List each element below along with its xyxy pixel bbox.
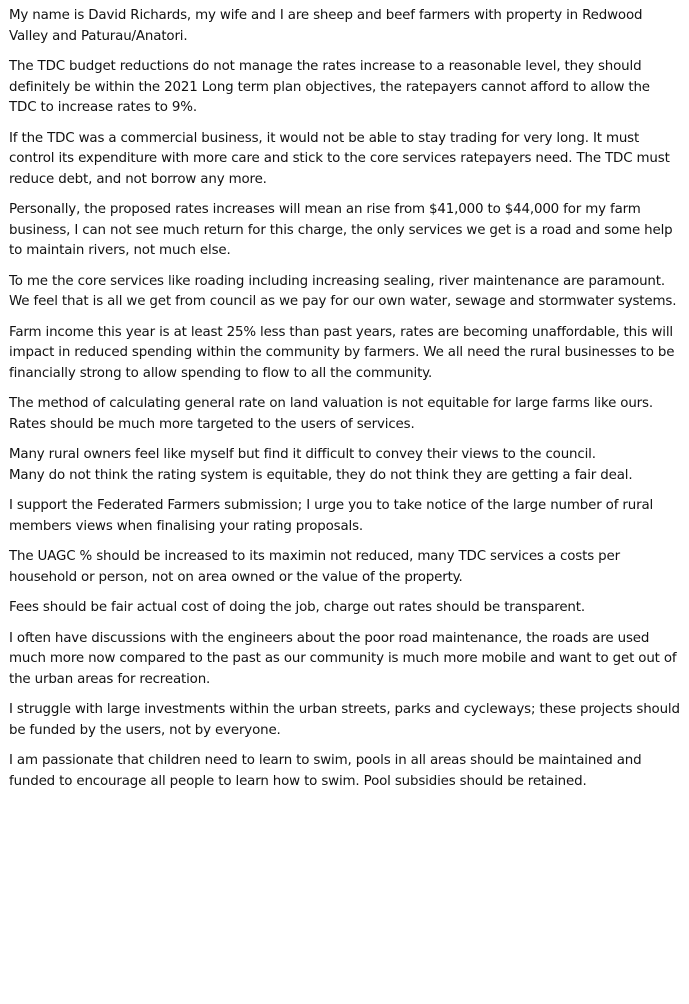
paragraph-road-maintenance: I often have discussions with the engineers about the poor road maintenance, the roads are used much more now compared to the past as our community is much more mobile and want to get out of the urban areas for recreation.: [9, 630, 677, 687]
paragraph-uagc: The UAGC % should be increased to its maximin not reduced, many TDC services a costs per household or person, not on area owned or the value of the property.: [9, 549, 620, 585]
paragraph-budget-reductions: The TDC budget reductions do not manage the rates increase to a reasonable level, they should definitely be within the 2021 Long term plan objectives, the ratepayers cannot afford to allow the TDC to increase rates to 9%.: [9, 59, 650, 115]
paragraph-swimming-pools: I am passionate that children need to learn to swim, pools in all areas should be maintained and funded to encourage all people to learn how to swim. Pool subsidies should be retained.: [9, 753, 642, 789]
paragraph-rating-equity: Many do not think the rating system is equitable, they do not think they are getting a fair deal.: [9, 467, 633, 483]
paragraph-personal-rates: Personally, the proposed rates increases will mean an rise from $41,000 to $44,000 for my farm business, I can not see much return for this charge, the only services we get is a road and some help to maintain rivers, not much else.: [9, 202, 673, 258]
paragraph-core-services: To me the core services like roading including increasing sealing, river maintenance are paramount. We feel that is all we get from council as we pay for our own water, sewage and stormwater systems.: [9, 273, 677, 309]
submission-letter: [9, 6, 681, 802]
paragraph-federated-farmers: I support the Federated Farmers submission; I urge you to take notice of the large number of rural members views when finalising your rating proposals.: [9, 498, 654, 534]
paragraph-urban-investments: I struggle with large investments within the urban streets, parks and cycleways; these projects should be funded by the users, not by everyone.: [9, 702, 680, 738]
paragraph-introduction: My name is David Richards, my wife and I are sheep and beef farmers with property in Redwood Valley and Paturau/Anatori.: [9, 8, 643, 44]
paragraph-rural-owners: Many rural owners feel like myself but find it difficult to convey their views to the council.: [9, 447, 596, 462]
paragraph-farm-income: Farm income this year is at least 25% less than past years, rates are becoming unaffordable, this will impact in reduced spending within the community by farmers. We all need the rural businesses to be financially strong to allow spending to flow to all the community.: [9, 324, 675, 381]
paragraph-commercial-business: If the TDC was a commercial business, it would not be able to stay trading for very long. It must control its expenditure with more care and stick to the core services ratepayers need. The TDC must reduce debt, and not borrow any more.: [9, 130, 670, 187]
paragraph-land-valuation: The method of calculating general rate on land valuation is not equitable for large farms like ours. Rates should be much more targeted to the users of services.: [9, 396, 653, 432]
paragraph-fees: Fees should be fair actual cost of doing the job, charge out rates should be transparent.: [9, 600, 585, 615]
